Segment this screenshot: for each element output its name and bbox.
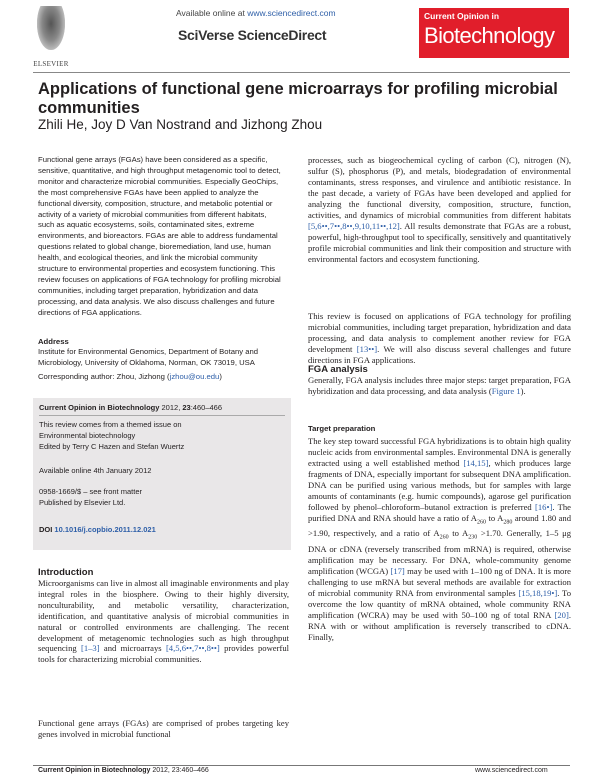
ref-link[interactable]: [13••] (356, 343, 378, 354)
right-paragraph-2: This review is focused on applications of FGA technology for profiling microbial communities, including target preparation, hybridization and data processing, and data analysis to complement another review for FGA development [13••]. We will also discuss several challenges and future directions in FGA applications. (308, 311, 571, 365)
doi-link[interactable]: 10.1016/j.copbio.2011.12.021 (54, 525, 156, 534)
target-preparation-text: The key step toward successful FGA hybridizations is to obtain high quality nucleic acids from environmental samples. Environmental DNA is generally extracted using a well established method [14,15], which produces large fragments of DNA, especially important for subsequent DNA amplification. DNA can be purified using various methods, but for samples with large amounts of contaminants (e.g. humic compounds), agarose gel purification followed by phenol–chloroform–butanol extraction is preferred [16•]. The purified DNA and RNA should have a ratio of $A_{260}$ to $A_{280}$ around 1.80 and >1.90, respectively, and a ratio of $A_{260}$ to $A_{230} >1.70$. Generally, 1–5 μg DNA or cDNA (reversely transcribed from mRNA) is required, otherwise amplification may be necessary. For DNA, whole-community genome amplification (WCGA) [17] may be used with 1–100 ng of DNA. It is more challenging to use mRNA but several methods are available for extraction of microbial community RNA from environmental samples [15,18,19•]. To overcome the low quantity of mRNA obtained, whole community RNA amplification (WCRA) may be used with 50–100 ng of total RNA [20]. RNA with or without amplification is reversely transcribed to cDNA. Finally, (308, 436, 572, 642)
journal-badge (419, 8, 569, 58)
fga-analysis-heading: FGA analysis (308, 364, 368, 375)
doi: DOI 10.1016/j.copbio.2011.12.021 (39, 525, 156, 534)
target-preparation-heading: Target preparation (308, 424, 376, 433)
intro-paragraph-1: Microorganisms can live in almost all imaginable environments and play integral roles in the biosphere. Owing to their highly diversity, nonculturability, and metabolic versatility, characterization, identification, and quantitative analysis of microbial communities in natural or controlled environments are challenging. The recent development of metagenomic technologies such as high throughput sequencing [1–3] and microarrays [4,5,6••,7••,8••] provides powerful tools for characterizing microbial communities. (38, 578, 290, 665)
ref-link[interactable]: [15,18,19•] (518, 587, 558, 598)
footer-divider (33, 765, 570, 766)
address-text: Institute for Environmental Genomics, Department of Botany and Microbiology, University of Oklahoma, Norman, OK 73019, USA (38, 347, 259, 367)
issn-info: 0958-1669/$ – see front matter Published by Elsevier Ltd. (39, 487, 142, 507)
publisher-wordmark: ELSEVIER (33, 60, 69, 68)
abstract: Functional gene arrays (FGAs) have been considered as a specific, sensitive, quantitative, and high throughput metagenomic tool to detect, monitor and characterize microbial communities. Especially GeoChips, the most comprehensive FGAs have been applied to analyze the functional diversity, composition, structure, and metabolic potential or activity of a variety of microbial communities from different habitats, such as aquatic ecosystems, soils, contaminated sites, extreme environments, and bioreactors. FGAs are able to address fundamental questions related to global change, bioremediation, land use, human health, and ecological theories, and link the microbial community structure to environmental properties and ecosystem functioning. This review focuses on applications of FGA technology for profiling microbial communities, including target preparation, hybridization and data processing, and data analysis. We also discuss challenges and future directions of FGA applications. (38, 155, 281, 317)
elsevier-tree-icon (37, 6, 65, 50)
corresponding-author: Corresponding author: Zhou, Jizhong (jzhou@ou.edu) (38, 372, 222, 381)
intro-heading: Introduction (38, 567, 94, 578)
intro-paragraph-2: Functional gene arrays (FGAs) are comprised of probes targeting key genes involved in microbial functional (38, 718, 289, 739)
ref-link[interactable]: [1–3] (80, 643, 100, 654)
journal-badge-main: Biotechnology (424, 23, 555, 48)
platform-name: SciVerse ScienceDirect (178, 27, 327, 43)
article-title: Applications of functional gene microarrays for profiling microbial communities (38, 80, 558, 117)
ref-link[interactable]: [4,5,6••,7••,8••] (165, 643, 220, 654)
ref-link[interactable]: [17] (390, 565, 405, 576)
info-divider (39, 415, 285, 416)
authors: Zhili He, Joy D Van Nostrand and Jizhong Zhou (38, 117, 323, 132)
info-journal-citation: Current Opinion in Biotechnology 2012, 23:460–466 (39, 403, 222, 412)
right-paragraph-1: processes, such as biogeochemical cycling of carbon (C), nitrogen (N), sulfur (S), phosphorus (P), and metals, biodegradation of environmental contaminants, stress responses, and virulence and antibiotic resistance. In the past decade, a variety of FGAs have been developed and applied for analyzing the functional diversity, composition, structure, function, activities, and dynamics of microbial communities from different habitats [5,6••,7••,8••,9,10,11••,12]. All results demonstrate that FGAs are a robust, powerful, high-throughput tool to specifically, sensitively and quantitatively profile microbial communities and link their composition and structure with environmental factors and ecosystem functioning. (308, 155, 571, 264)
ref-link[interactable]: [16•] (535, 501, 553, 512)
header-divider (33, 72, 570, 73)
ref-link[interactable]: [5,6••,7••,8••,9,10,11••,12] (308, 220, 400, 231)
available-online: Available online at www.sciencedirect.com (176, 8, 336, 18)
fga-analysis-text: Generally, FGA analysis includes three major steps: target preparation, FGA hybridization and data processing, and data analysis (Figure 1). (308, 375, 571, 396)
journal-badge-top: Current Opinion in (424, 11, 500, 21)
footer-citation: Current Opinion in Biotechnology 2012, 23:460–466 (38, 767, 209, 774)
footer-url[interactable]: www.sciencedirect.com (475, 767, 548, 774)
author-email-link[interactable]: jzhou@ou.edu (169, 372, 220, 381)
themed-issue: This review comes from a themed issue on Environmental biotechnology Edited by Terry C Hazen and Stefan Wuertz (39, 420, 185, 451)
ref-link[interactable]: [20] (554, 609, 569, 620)
article-info-box (33, 398, 291, 550)
ref-link[interactable]: [14,15] (463, 457, 489, 468)
sciencedirect-link[interactable]: www.sciencedirect.com (247, 8, 336, 18)
online-date: Available online 4th January 2012 (39, 466, 152, 475)
elsevier-logo (33, 6, 69, 68)
figure-link[interactable]: Figure 1 (491, 385, 521, 396)
address-heading: Address (38, 337, 69, 346)
